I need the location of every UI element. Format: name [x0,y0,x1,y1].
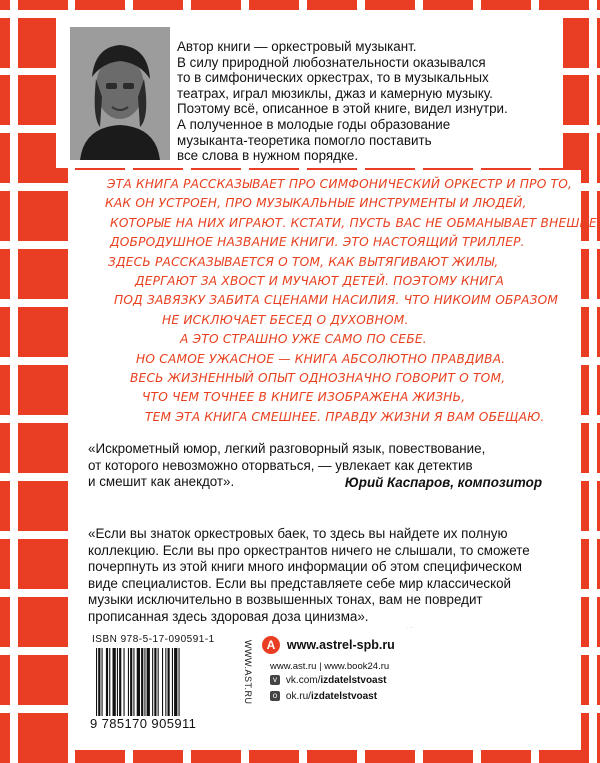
grid-square [0,365,10,415]
quote-line: музыки исключительно в возвышенных тонах, вам не повредит [88,592,483,608]
grid-square [18,597,68,647]
barcode-bar [147,648,150,716]
grid-square [0,133,10,183]
barcode-bars [96,648,236,716]
barcode-bar [113,648,116,716]
quote-signature: Юрий Каспаров, композитор [344,474,542,490]
vk-icon: v [270,675,280,685]
barcode-bar [98,648,100,716]
grid-square [0,191,10,241]
author-photo [70,27,170,160]
grid-square [539,0,589,10]
grid-square [18,365,68,415]
slogan-line: ЧТО ЧЕМ ТОЧНЕЕ В КНИГЕ ИЗОБРАЖЕНА ЖИЗНЬ, [142,390,466,405]
grid-square [0,713,10,763]
quote-line: виде специалистов. Если вы представляете себе мир классической [88,575,512,591]
publisher-main-site[interactable]: www.astrel-spb.ru [286,638,395,652]
author-bio-line: театрах, играл мюзиклы, джаз и камерную музыку. [177,85,493,101]
grid-square [18,713,68,763]
slogan-line: ДЕРГАЮТ ЗА ХВОСТ И МУЧАЮТ ДЕТЕЙ. ПОЭТОМУ КНИГА [135,274,505,289]
ok-icon: o [270,691,280,701]
barcode-bar [172,648,173,716]
author-bio-line: Автор книги — оркестровый музыкант. [177,39,417,54]
grid-square [249,0,299,10]
grid-square [307,0,357,10]
grid-square [18,655,68,705]
quote-line: почерпнуть из этой книги много информации об этом специфическом [88,559,522,575]
quote-line: от которого невозможно оторваться, — увлекает как детектив [88,457,473,473]
website-vertical: WWW.AST.RU [243,640,253,705]
astrel-logo-icon: A [262,636,280,654]
barcode-bar [130,648,132,716]
slogan-line: НО САМОЕ УЖАСНОЕ — КНИГА АБСОЛЮТНО ПРАВДИВА. [136,351,506,366]
publisher-ok-handle[interactable]: izdatelstvoast [310,691,378,702]
barcode-bar [109,648,110,716]
slogan-line: ПОД ЗАВЯЗКУ ЗАБИТА СЦЕНАМИ НАСИЛИЯ. ЧТО НИКОИМ ОБРАЗОМ [114,293,559,308]
barcode-bar [152,648,153,716]
slogan-line: КАК ОН УСТРОЕН, ПРО МУЗЫКАЛЬНЫЕ ИНСТРУМЕНТЫ И ЛЮДЕЙ, [105,196,527,211]
grid-square [0,75,10,125]
slogan-line: А ЭТО СТРАШНО УЖЕ САМО ПО СЕБЕ. [180,332,427,347]
barcode-bar [124,648,125,716]
quote-line: «Искрометный юмор, легкий разговорный язык, повествование, [88,441,486,456]
grid-square [0,249,10,299]
grid-square [0,307,10,357]
quote-line: прописанная здесь здоровая доза цинизма». [88,608,369,624]
grid-square [18,539,68,589]
grid-square [0,597,10,647]
barcode-bar [165,648,166,716]
barcode-bar [133,648,134,716]
grid-square [481,0,531,10]
publisher-ok-prefix[interactable]: ok.ru/ [285,691,311,702]
author-bio-line: музыканта-теоретика помогло поставить [177,132,432,148]
barcode-bar [162,648,163,716]
quote-pospelov [88,526,558,642]
barcode-bar [137,648,140,716]
slogan-line: ДОБРОДУШНОЕ НАЗВАНИЕ КНИГИ. ЭТО НАСТОЯЩИЙ ТРИЛЛЕР. [110,235,525,250]
grid-square [75,0,125,10]
grid-square [0,481,10,531]
barcode-bar [154,648,156,716]
barcode-bar [179,648,180,716]
quote-line: и смешит как анекдот». [88,474,235,490]
grid-square [0,0,10,10]
grid-square [18,191,68,241]
barcode-bar [117,648,118,716]
barcode-bar [96,648,97,716]
grid-square [133,0,183,10]
barcode-bar [174,648,177,716]
author-bio-line: то в симфонических оркестрах, то в музыкальных [177,70,489,86]
publisher-vk-prefix[interactable]: vk.com/ [285,675,321,686]
grid-square [0,18,10,68]
barcode-bar [119,648,121,716]
author-bio [177,39,562,164]
grid-square [18,307,68,357]
grid-square [0,655,10,705]
grid-square [18,0,68,10]
slogan-line: НЕ ИСКЛЮЧАЕТ БЕСЕД О ДУХОВНОМ. [162,312,409,327]
barcode-bar [168,648,170,716]
author-bio-line: В силу природной любознательности оказывался [177,54,486,70]
grid-square [423,0,473,10]
barcode-bar [141,648,143,716]
quote-line: «Если вы знаток оркестровых баек, то здесь вы найдете их полную [88,526,508,541]
barcode-digits: 9 785170 905911 [90,716,197,731]
slogan-line: ВЕСЬ ЖИЗНЕННЫЙ ОПЫТ ОДНОЗНАЧНО ГОВОРИТ О ТОМ, [130,371,506,386]
slogan-line: КОТОРЫЕ НА НИХ ИГРАЮТ. КСТАТИ, ПУСТЬ ВАС НЕ ОБМАНЫВАЕТ ВНЕШНЕ [110,215,597,230]
slogan-text [105,175,597,427]
quote-line: коллекцию. Если вы про оркестрантов ничего не слышали, то сможете [88,542,530,558]
grid-square [191,0,241,10]
slogan-line: ЭТА КНИГА РАССКАЗЫВАЕТ ПРО СИМФОНИЧЕСКИЙ ОРКЕСТР И ПРО ТО, [107,177,573,191]
grid-square [18,249,68,299]
slogan-line: ТЕМ ЭТА КНИГА СМЕШНЕЕ. ПРАВДУ ЖИЗНИ Я ВАМ ОБЕЩАЮ. [145,409,545,424]
barcode-bar [128,648,129,716]
publisher-vk-handle[interactable]: izdatelstvoast [320,675,387,686]
author-bio-line: А полученное в молодые годы образование [177,116,451,132]
grid-square [0,423,10,473]
slogan-line: ЗДЕСЬ РАССКАЗЫВАЕТСЯ О ТОМ, КАК ВЫТЯГИВАЮТ ЖИЛЫ, [108,254,499,269]
publisher-sites[interactable]: www.ast.ru | www.book24.ru [270,661,390,672]
barcode-bar [144,648,145,716]
grid-square [18,423,68,473]
grid-square [18,481,68,531]
barcode-bar [158,648,159,716]
isbn-label: ISBN 978-5-17-090591-1 [92,634,215,645]
grid-square [365,0,415,10]
quote-kasparov [88,441,558,491]
author-bio-line: все слова в нужном порядке. [177,148,359,164]
barcode-bar [102,648,103,716]
author-bio-line: Поэтому всё, описанное в этой книге, видел изнутри. [177,101,508,117]
barcode-bar [106,648,108,716]
grid-square [0,539,10,589]
